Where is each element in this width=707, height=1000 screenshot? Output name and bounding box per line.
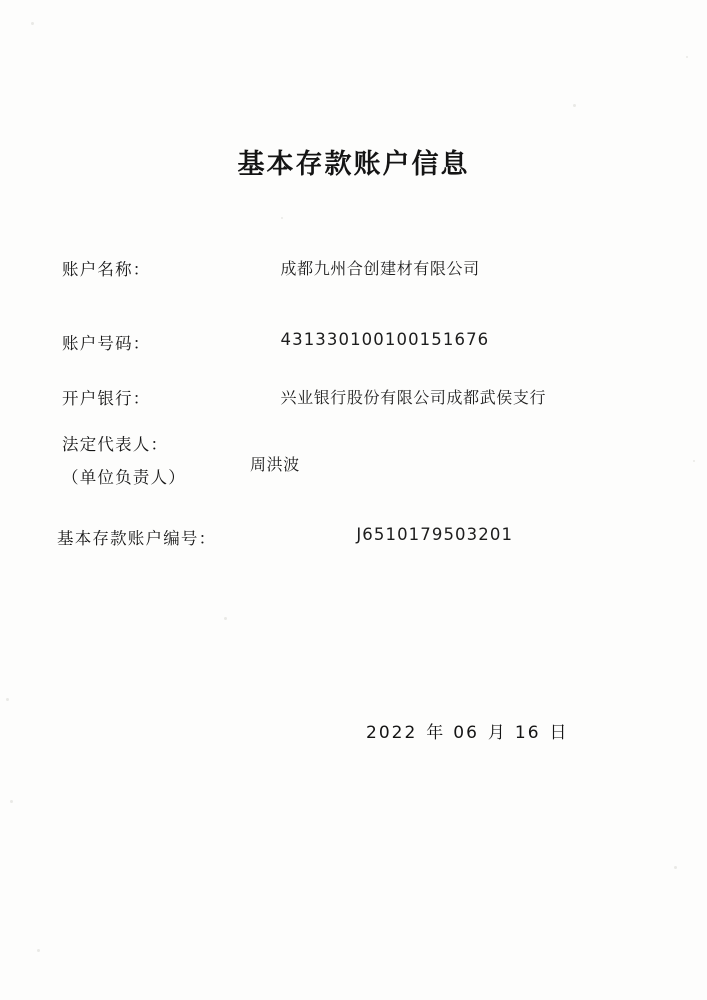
scan-speck xyxy=(674,866,677,869)
field-account-number xyxy=(62,330,489,354)
field-account-number-value: 431330100100151676 xyxy=(280,330,490,349)
scan-speck xyxy=(686,56,688,58)
field-basic-account-number xyxy=(57,525,513,549)
issue-date-day: 16 xyxy=(514,723,541,743)
scan-speck xyxy=(31,22,34,25)
issue-date-day-unit: 日 xyxy=(549,723,568,743)
field-account-name-value: 成都九州合创建材有限公司 xyxy=(280,259,480,278)
field-account-name xyxy=(62,256,480,280)
issue-date-month: 06 xyxy=(453,723,479,743)
field-bank-name xyxy=(62,385,546,409)
issue-date-year: 2022 xyxy=(366,723,418,743)
scan-speck xyxy=(281,217,283,219)
field-legal-representative-label: 法定代表人： xyxy=(62,435,169,454)
scan-speck xyxy=(37,949,40,952)
field-account-name-label: 账户名称： xyxy=(62,260,151,279)
field-legal-representative-sublabel: （单位负责人） xyxy=(62,468,186,487)
issue-date-month-unit: 月 xyxy=(487,723,506,743)
field-account-number-label: 账户号码： xyxy=(62,334,151,353)
field-legal-representative xyxy=(62,431,186,488)
page-title: 基本存款账户信息 xyxy=(237,149,470,180)
scan-speck xyxy=(224,617,227,620)
field-basic-account-number-label: 基本存款账户编号： xyxy=(57,529,217,548)
field-basic-account-number-value: J6510179503201 xyxy=(356,525,514,544)
scan-speck xyxy=(573,104,576,107)
scan-speck xyxy=(693,460,695,462)
field-bank-name-value: 兴业银行股份有限公司成都武侯支行 xyxy=(280,388,547,407)
field-bank-name-label: 开户银行： xyxy=(62,389,151,408)
issue-date-year-unit: 年 xyxy=(426,723,445,743)
issue-date xyxy=(366,718,577,743)
scan-speck xyxy=(6,698,9,701)
scan-speck xyxy=(10,800,13,803)
field-legal-representative-value: 周洪波 xyxy=(250,455,300,474)
